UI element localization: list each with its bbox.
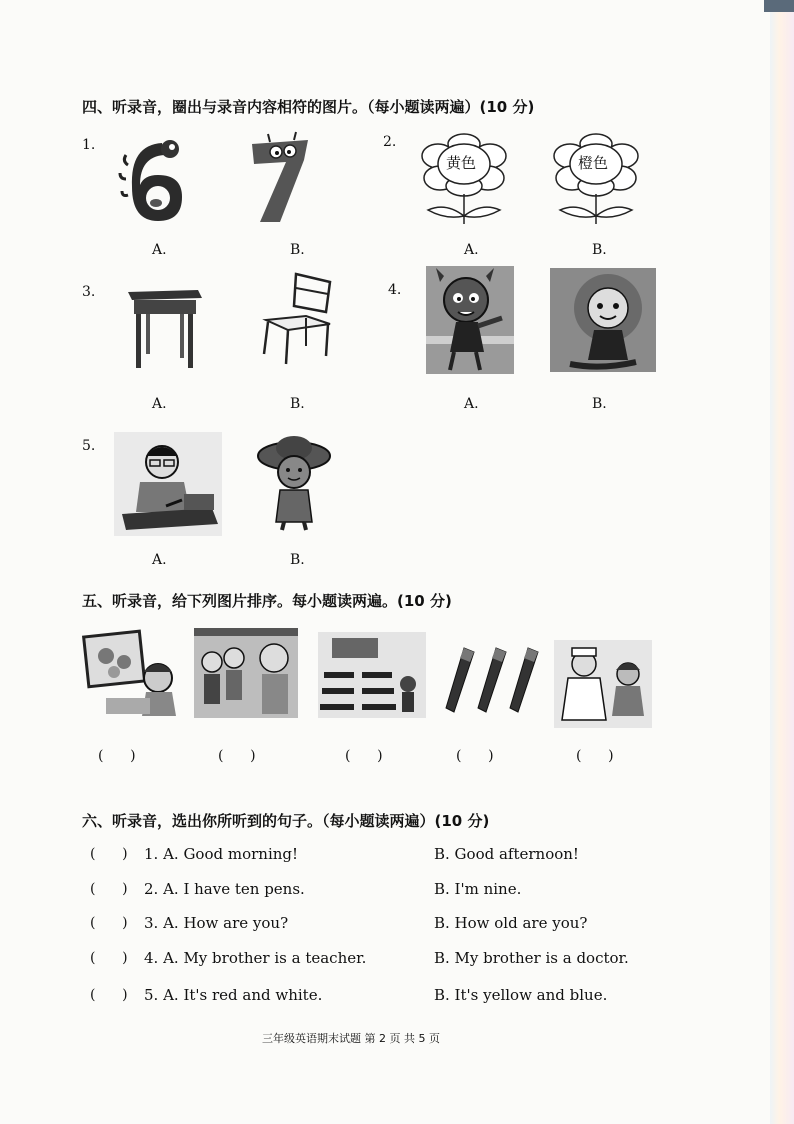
q5-number: 5.: [82, 438, 96, 454]
q6-1-option-b[interactable]: B. Good afternoon!: [434, 845, 579, 863]
answer-blank-2[interactable]: ( ): [90, 881, 128, 897]
q5-option-a[interactable]: A.: [152, 552, 167, 568]
order-blank-3[interactable]: ( ): [345, 748, 383, 764]
flower-orange-image[interactable]: [548, 134, 644, 226]
order-blank-1[interactable]: ( ): [98, 748, 136, 764]
section6-title: 六、听录音，选出你所听到的句子。（每小题读两遍）(10 分): [82, 812, 490, 830]
chair-image[interactable]: [258, 272, 338, 366]
order-blank-5[interactable]: ( ): [576, 748, 614, 764]
three-pens-image[interactable]: [444, 646, 542, 716]
q4-option-b[interactable]: B.: [592, 396, 607, 412]
number-seven-image[interactable]: [246, 130, 314, 228]
page-footer: 三年级英语期末试题 第 2 页 共 5 页: [262, 1032, 440, 1045]
flower-yellow-image[interactable]: [416, 134, 512, 226]
classroom-image[interactable]: [318, 632, 426, 718]
q3-option-b[interactable]: B.: [290, 396, 305, 412]
doctor-patient-image[interactable]: [554, 640, 652, 728]
q2-option-b[interactable]: B.: [592, 242, 607, 258]
q3-number: 3.: [82, 284, 96, 300]
q6-5-option-a[interactable]: 5. A. It's red and white.: [144, 986, 323, 1004]
q1-option-a[interactable]: A.: [152, 242, 167, 258]
flower-a-label: 黄色: [446, 154, 477, 172]
family-photo-image[interactable]: [86, 628, 180, 718]
q5-option-b[interactable]: B.: [290, 552, 305, 568]
q6-1-option-a[interactable]: 1. A. Good morning!: [144, 845, 299, 863]
teacher-students-image[interactable]: [194, 628, 298, 718]
q4-number: 4.: [388, 282, 402, 298]
q2-option-a[interactable]: A.: [464, 242, 479, 258]
q6-3-option-b[interactable]: B. How old are you?: [434, 914, 588, 932]
q6-5-option-b[interactable]: B. It's yellow and blue.: [434, 986, 608, 1004]
order-blank-2[interactable]: ( ): [218, 748, 256, 764]
page-edge-corner: [764, 0, 794, 12]
answer-blank-4[interactable]: ( ): [90, 950, 128, 966]
q1-option-b[interactable]: B.: [290, 242, 305, 258]
q6-3-option-a[interactable]: 3. A. How are you?: [144, 914, 289, 932]
q6-2-option-a[interactable]: 2. A. I have ten pens.: [144, 880, 305, 898]
q1-number: 1.: [82, 137, 96, 153]
number-six-image[interactable]: [120, 135, 190, 227]
answer-blank-3[interactable]: ( ): [90, 915, 128, 931]
writing-man-image[interactable]: [114, 432, 222, 536]
desk-image[interactable]: [124, 284, 204, 372]
answer-blank-1[interactable]: ( ): [90, 846, 128, 862]
order-blank-4[interactable]: ( ): [456, 748, 494, 764]
q2-number: 2.: [383, 134, 397, 150]
q6-4-option-a[interactable]: 4. A. My brother is a teacher.: [144, 949, 367, 967]
q4-option-a[interactable]: A.: [464, 396, 479, 412]
q6-2-option-b[interactable]: B. I'm nine.: [434, 880, 522, 898]
cartoon-girl-b-image[interactable]: [550, 268, 656, 372]
flower-b-label: 橙色: [578, 154, 609, 172]
answer-blank-5[interactable]: ( ): [90, 987, 128, 1003]
section5-title: 五、听录音，给下列图片排序。每小题读两遍。(10 分): [82, 592, 452, 610]
q3-option-a[interactable]: A.: [152, 396, 167, 412]
cartoon-girl-a-image[interactable]: [426, 266, 514, 374]
page-edge: [770, 0, 794, 1124]
section4-title: 四、听录音，圈出与录音内容相符的图片。（每小题读两遍）(10 分): [82, 98, 535, 116]
q6-4-option-b[interactable]: B. My brother is a doctor.: [434, 949, 629, 967]
hat-farmer-image[interactable]: [256, 432, 336, 532]
